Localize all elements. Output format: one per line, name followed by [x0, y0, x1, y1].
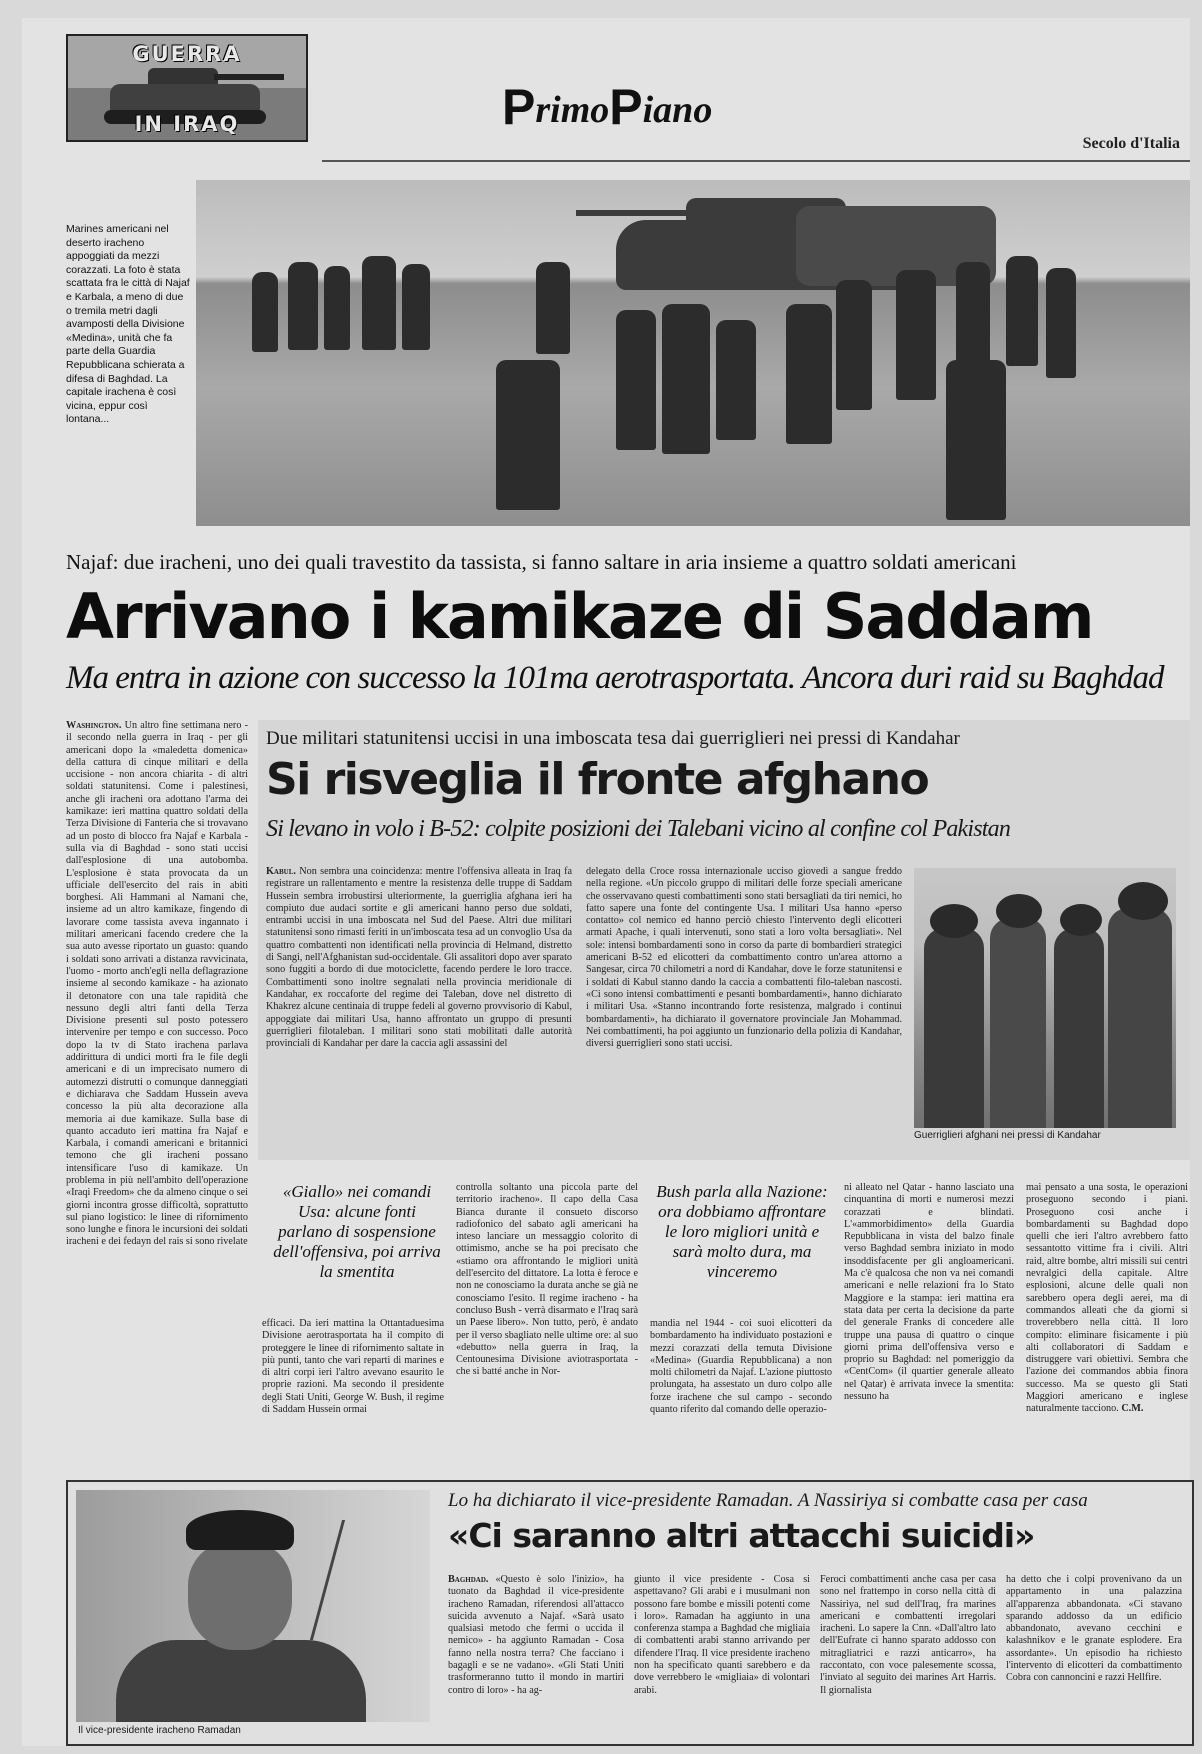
ramadan-col1: Baghdad. «Questo è solo l'inizio», ha tuonato da Baghdad il vice-presidente iracheno Ramadan, riferendosi all'attacco suicida avvenuto a Najaf. «Sarà usato qualsiasi metodo che fermi o uccida il nemico» - ha aggiunto Ramadan - Cosa fanno nella nostra terra? Che facciano i bagagli e se ne vadano». «Gli Stati Uniti trasformeranno tutto il mondo in martiri contro di loro» - ha ag-	[448, 1574, 624, 1696]
ramadan-portrait-photo	[76, 1490, 430, 1722]
afghan-dateline: Kabul.	[266, 866, 296, 877]
logo-text-bottom: IN IRAQ	[134, 112, 240, 136]
ramadan-kicker: Lo ha dichiarato il vice-presidente Ramadan. A Nassiriya si combatte casa per casa	[448, 1490, 1088, 1511]
ramadan-col3: Feroci combattimenti anche casa per casa sono nel frattempo in corso nella città di Nassiriya, nel sud dell'Iraq, fra marines americani e combattenti irregolari iracheni. Lo sapere la Cnn. «Dall'altro lato dell'Eufrate ci hanno sparato addosso con mitragliatrici e razzi anticarro», ha raccontato, con voce palesemente scossa, l'inviato al seguito dei marines Art Harris. Il giornalista	[820, 1574, 996, 1696]
author-signature: C.M.	[1121, 1403, 1144, 1415]
hero-photo-caption: Marines americani nel deserto iracheno appoggiati da mezzi corazzati. La foto è stata scattata fra le città di Najaf e Karbala, a meno di due o tremila metri dagli avamposti della Divisione «Medina», unità che fa parte della Guardia Repubblicana schierata a difesa di Baghdad. La capitale irachena è così vicina, eppur così lontana...	[66, 223, 190, 426]
main-dateline: Washington.	[66, 720, 122, 731]
lower-col4: mandia nel 1944 - coi suoi elicotteri da bombardamento ha individuato postazioni e mezzi corazzati della temuta Divisione «Medina» (Guardia Repubblicana) a non molti chilometri da Najaf. L'azione piuttosto prolungata, ha assestato un duro colpo alle forze irachene che sul campo - secondo quanto riferito dal comando delle operazio-	[650, 1318, 832, 1416]
marines-tank-photo	[196, 180, 1190, 526]
lower-col3: controlla soltanto una piccola parte del territorio iracheno». Il capo della Casa Bianca durante il consueto discorso radiofonico del sabato agli americani ha inteso lanciare un messaggio colorito di ottimismo, anche se ha poi precisato che «stiamo ora affrontando le migliori unità dell'esercito del dittatore. La lotta è feroce e non ne conosciamo la durata anche se già ne conosciamo l'esito. Il regime iracheno - ha concluso Bush - verrà disarmato e l'Iraq sarà un Paese libero». Non tutto, però, è andato per il verso sbagliato nelle ultime ore: al suo «debutto» nella guerra in Iraq, la Centounesima Divisione aviotrasportata - che si batté anche in Nor-	[456, 1182, 638, 1378]
main-kicker: Najaf: due iracheni, uno dei quali travestito da tassista, si fanno saltare in aria insieme a quattro soldati americani	[66, 550, 1017, 574]
ramadan-article-box	[66, 1480, 1194, 1746]
ramadan-col2: giunto il vice presidente - Cosa si aspettavano? Gli arabi e i musulmani non possono fare bombe e missili potenti come i loro». Ramadan ha aggiunto in una conferenza stampa a Baghdad che migliaia di combattenti arabi stanno arrivando per difendere l'Iraq. Il vice presidente iracheno non ha specificato quanti sarebbero e da dove verrebbero le «migliaia» di volontari arabi.	[634, 1574, 810, 1696]
afghan-article-box	[258, 720, 1190, 1160]
pull-quote-left: «Giallo» nei comandi Usa: alcune fonti parlano di sospensione dell'offensiva, poi arriva la smentita	[273, 1182, 441, 1281]
afghan-col1: Kabul. Non sembra una coincidenza: mentre l'offensiva alleata in Iraq fa registrare un rallentamento e mentre la resistenza delle truppe di Saddam Hussein sembra irrobustirsi ulteriormente, la guerriglia afghana ieri ha compiuto due audaci sortite e gli americani hanno perso due soldati, entrambi uccisi in una imboscata nel Sud del Paese. Altri due militari statunitensi sono rimasti feriti in un'imboscata tesa ad un convoglio Usa da quattro combattenti non identificati nella provincia di Helmand, distretto di Sangi, nell'Afghanistan sud-occidentale. Gli assalitori dopo aver sparato sono fuggiti a bordo di due motociclette, facendo perdere le loro tracce. Combattimenti sono inoltre segnalati nella provincia meridionale di Kandahar, ex roccaforte del regime dei Taleban, dove nel distretto di Khakrez alcune centinaia di truppe fedeli al governo provvisorio di Kabul, appoggiate dai militari Usa, hanno affrontato un gruppo di presunti guerriglieri filotaleban. I militari sono stati mobilitati dalle autorità provinciali di Kandahar per dare la caccia agli assassini del	[266, 866, 572, 1050]
newspaper-page	[22, 18, 1190, 1746]
main-article-col1: Washington. Un altro fine settimana nero - il secondo nella guerra in Iraq - per gli americani dopo la «maledetta domenica» della cattura di cinque militari e della uccisione - non ancora chiarita - di altri soldati statunitensi. Come i palestinesi, anche gli iracheni ora adottano l'arma dei kamikaze: ieri mattina quattro soldati della Terza Divisione di Fanteria che si trovavano ad un posto di blocco fra Najaf e Karbala - sulla via di Baghdad - sono stati uccisi dall'esplosione di una autobomba. L'esplosione è stata provocata da un ufficiale dell'esercito del rais in abiti borghesi. Ali Hammani al Namani che, insieme ad un altro kamikaze, fingendo di lavorare come tassista aveva ingannato i militari americani facendo credere che la sua auto avesse riportato un guasto: quando i soldati sono arrivati a distanza ravvicinata, l'uomo - morto anch'egli nella deflagrazione insieme al secondo kamikaze - ha azionato il detonatore con una tale rapidità che nessuno degli altri fanti della Terza Divisione presenti sul posto potessero intervenire per tempo e con successo. Poco dopo la tv di Stato irachena parlava addirittura di undici morti fra le file degli americani e di un imprecisato numero di automezzi distrutti o comunque danneggiati e dichiarava che Saddam Hussein aveva concesso la più alta decorazione alla memoria ai due kamikaze. Sulla base di quanto accaduto ieri mattina fra Najaf e Karbala, i comandi americani e britannici temono che gli iracheni possano intensificare l'uso di kamikaze. Un problema in più nell'ambito dell'operazione «Iraqi Freedom» che da almeno cinque o sei giorni incontra grosse difficoltà, soprattutto sul piano logistico: le linee di rifornimento sono lunghe e finora le incursioni dei soldati iracheni e dei fedayn del rais si sono rivelate	[66, 720, 248, 1248]
afghan-headline: Si risveglia il fronte afghano	[266, 754, 929, 805]
ramadan-dateline: Baghdad.	[448, 1574, 489, 1585]
main-headline: Arrivano i kamikaze di Saddam	[66, 580, 1093, 653]
ramadan-headline: «Ci saranno altri attacchi suicidi»	[448, 1516, 1035, 1555]
pull-quote-right: Bush parla alla Nazione: ora dobbiamo affrontare le loro migliori unità e sarà molto dura, ma vinceremo	[656, 1182, 828, 1281]
newspaper-name: Secolo d'Italia	[1082, 135, 1180, 152]
header-rule	[322, 160, 1190, 162]
logo-text-top: GUERRA	[132, 42, 242, 66]
afghan-col2: delegato della Croce rossa internazionale ucciso giovedì a sangue freddo nella regione. «Un piccolo gruppo di militari delle forze speciali americane che osservavano questi combattimenti sono stati bersagliati da tiri nemici, ho fatto sapere una fonte del contingente Usa. I militari Usa hanno «perso contatto» col nemico ed hanno perciò chiesto l'intervento degli elicotteri armati Apache, i quali intervenuti, sono stati a loro volta bersagliati». Nel sole: intensi bombardamenti sono in corso da parte di bombardieri strategici americani B-52 ed elicotteri da combattimento contro un'area attorno a Sangesar, circa 70 chilometri a nord di Kandahar, dove le forze statunitensi e i soldati di Kabul stanno dando la caccia a combattenti filo-taleban nascosti. «Ci sono intensi combattimenti e pesanti bombardamenti», hanno dichiarato i militari Usa. «Stanno incontrando forte resistenza, malgrado i continui bombardamenti», ha dichiarato il governatore provinciale Jan Mohammad. Nei combattimenti, ha poi aggiunto un funzionario della polizia di Kandahar, diversi guerriglieri sono stati uccisi.	[586, 866, 902, 1050]
afghan-kicker: Due militari statunitensi uccisi in una imboscata tesa dai guerriglieri nei pressi di Kandahar	[266, 728, 960, 749]
main-subhead: Ma entra in azione con successo la 101ma aerotrasportata. Ancora duri raid su Baghdad	[66, 660, 1164, 696]
ramadan-col4: ha detto che i colpi provenivano da un appartamento in una palazzina all'apparenza abbandonata. «Ci stavano sparando addosso da un edificio abbandonato, avevano cecchini e kalashnikov e le granate esplodere. Era assordante». Un episodio ha richiesto l'intervento di elicotteri da combattimento Cobra con cannoncini e razzi Hellfire.	[1006, 1574, 1182, 1684]
lower-col5: ni alleato nel Qatar - hanno lasciato una cinquantina di morti e numerosi mezzi corazzati e blindati. L'«ammorbidimento» della Guardia Repubblicana in vista del balzo finale verso Baghdad sembra iniziato in modo insoddisfacente per gli angloamericani. Ma c'è qualcosa che non va nei comandi americani e nelle relazioni fra lo Stato Maggiore e la stampa: ieri mattina era stata data per certa la decisione da parte del generale Franks di concedere alle truppe una pausa di quattro o cinque giorni prima dell'offensiva verso e proprio su Baghdad: nel pomeriggio da «CentCom» (il quartier generale alleato nel Qatar) è arrivata invece la smentita: nessuno ha	[844, 1182, 1014, 1403]
war-in-iraq-logo	[66, 34, 308, 142]
section-title: P rimo P iano	[502, 79, 713, 135]
lower-col2: efficaci. Da ieri mattina la Ottantaduesima Divisione aerotrasportata ha il compito di proteggere le linee di rifornimento saltate in più punti, tanto che vari reparti di marines e di altri corpi ieri l'altro avevano esaurito le proprie razioni. Ma secondo il presidente degli Stati Uniti, George W. Bush, il regime di Saddam Hussein ormai	[262, 1318, 444, 1416]
afghan-subhead: Si levano in volo i B-52: colpite posizioni dei Talebani vicino al confine col Pakistan	[266, 816, 1011, 842]
lower-col6: mai pensato a una sosta, le operazioni proseguono secondo i piani. Proseguono così anche i bombardamenti su Baghdad dopo quelli che ieri l'altro avrebbero fatto sessantotto vittime fra i civili. Altri raid, altre bombe, altri missili sui centri nevralgici della capitale. Altre esplosioni, alcune delle quali non sarebbero opera degli aerei, ma di commandos alleati che da giorni si troverebbero nella città. Il loro compito: eliminare fisicamente i più alti collaboratori di Saddam e distruggere vari obiettivi. Sembra che l'azione dei commandos abbia finora successo. Ma se questo gli Stati Maggiori americano e inglese naturalmente tacciono. C.M.	[1026, 1182, 1188, 1415]
ramadan-photo-caption: Il vice-presidente iracheno Ramadan	[78, 1725, 241, 1736]
afghan-fighters-photo	[914, 868, 1176, 1128]
afghan-photo-caption: Guerriglieri afghani nei pressi di Kandahar	[914, 1130, 1101, 1141]
